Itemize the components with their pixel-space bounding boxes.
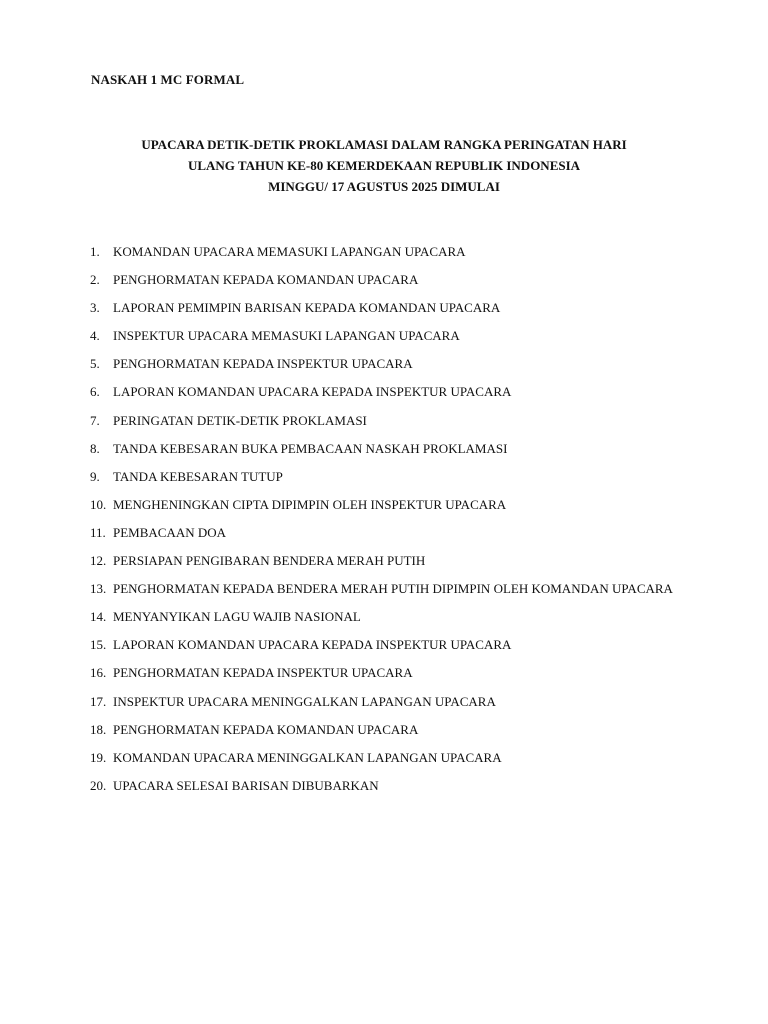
list-item bbox=[90, 603, 677, 631]
item-number: 13. bbox=[90, 581, 107, 597]
list-item bbox=[90, 322, 677, 350]
item-number: 16. bbox=[90, 665, 107, 681]
list-item bbox=[90, 238, 677, 266]
item-number: 7. bbox=[90, 412, 100, 428]
list-item bbox=[90, 266, 677, 294]
item-number: 11. bbox=[90, 524, 106, 540]
list-item bbox=[90, 688, 677, 716]
list-item bbox=[90, 463, 677, 491]
item-number: 18. bbox=[90, 721, 107, 737]
list-item bbox=[90, 716, 677, 744]
agenda-list bbox=[90, 238, 677, 800]
list-item bbox=[90, 575, 677, 603]
list-item bbox=[90, 744, 677, 772]
item-text: PENGHORMATAN KEPADA KOMANDAN UPACARA bbox=[113, 721, 419, 737]
item-text: PENGHORMATAN KEPADA INSPEKTUR UPACARA bbox=[113, 665, 413, 681]
item-number: 8. bbox=[90, 440, 100, 456]
item-text: KOMANDAN UPACARA MENINGGALKAN LAPANGAN UPACARA bbox=[113, 749, 502, 765]
item-text: TANDA KEBESARAN BUKA PEMBACAAN NASKAH PROKLAMASI bbox=[113, 440, 508, 456]
item-text: INSPEKTUR UPACARA MENINGGALKAN LAPANGAN UPACARA bbox=[113, 693, 496, 709]
item-number: 4. bbox=[90, 328, 100, 344]
item-text: MENGHENINGKAN CIPTA DIPIMPIN OLEH INSPEKTUR UPACARA bbox=[113, 496, 507, 512]
item-text: MENYANYIKAN LAGU WAJIB NASIONAL bbox=[113, 609, 361, 625]
list-item bbox=[90, 519, 677, 547]
list-item bbox=[90, 631, 677, 659]
item-text: KOMANDAN UPACARA MEMASUKI LAPANGAN UPACARA bbox=[113, 244, 466, 259]
item-text: PENGHORMATAN KEPADA BENDERA MERAH PUTIH DIPIMPIN OLEH KOMANDAN UPACARA bbox=[113, 581, 673, 597]
item-number: 1. bbox=[90, 244, 100, 259]
item-text: TANDA KEBESARAN TUTUP bbox=[113, 468, 283, 484]
list-item bbox=[90, 350, 677, 378]
list-item bbox=[90, 491, 677, 519]
list-item bbox=[90, 547, 677, 575]
item-number: 17. bbox=[90, 693, 107, 709]
item-number: 6. bbox=[90, 384, 100, 400]
item-text: PENGHORMATAN KEPADA INSPEKTUR UPACARA bbox=[113, 356, 413, 372]
item-number: 9. bbox=[90, 468, 100, 484]
ceremony-title bbox=[91, 134, 677, 197]
item-text: LAPORAN KOMANDAN UPACARA KEPADA INSPEKTUR UPACARA bbox=[113, 384, 512, 400]
item-text: INSPEKTUR UPACARA MEMASUKI LAPANGAN UPACARA bbox=[113, 328, 460, 344]
list-item bbox=[90, 407, 677, 435]
item-text: PENGHORMATAN KEPADA KOMANDAN UPACARA bbox=[113, 272, 419, 288]
title-line: ULANG TAHUN KE-80 KEMERDEKAAN REPUBLIK INDONESIA bbox=[187, 158, 581, 173]
title-line: UPACARA DETIK-DETIK PROKLAMASI DALAM RANGKA PERINGATAN HARI bbox=[141, 137, 627, 152]
item-text: PERSIAPAN PENGIBARAN BENDERA MERAH PUTIH bbox=[113, 553, 426, 569]
list-item bbox=[90, 294, 677, 322]
list-item bbox=[90, 772, 677, 800]
title-line: MINGGU/ 17 AGUSTUS 2025 DIMULAI bbox=[268, 179, 500, 194]
item-text: LAPORAN KOMANDAN UPACARA KEPADA INSPEKTUR UPACARA bbox=[113, 637, 512, 653]
item-number: 19. bbox=[90, 749, 107, 765]
item-number: 20. bbox=[90, 777, 107, 793]
item-text: LAPORAN PEMIMPIN BARISAN KEPADA KOMANDAN UPACARA bbox=[113, 300, 501, 316]
document-label: NASKAH 1 MC FORMAL bbox=[91, 72, 245, 87]
item-text: PERINGATAN DETIK-DETIK PROKLAMASI bbox=[113, 412, 367, 428]
item-text: PEMBACAAN DOA bbox=[113, 524, 227, 540]
list-item bbox=[90, 378, 677, 406]
list-item bbox=[90, 659, 677, 687]
item-text: UPACARA SELESAI BARISAN DIBUBARKAN bbox=[113, 777, 379, 793]
item-number: 14. bbox=[90, 609, 107, 625]
item-number: 10. bbox=[90, 496, 107, 512]
list-item bbox=[90, 435, 677, 463]
item-number: 3. bbox=[90, 300, 100, 316]
item-number: 2. bbox=[90, 272, 100, 288]
item-number: 12. bbox=[90, 553, 107, 569]
item-number: 15. bbox=[90, 637, 107, 653]
item-number: 5. bbox=[90, 356, 100, 372]
